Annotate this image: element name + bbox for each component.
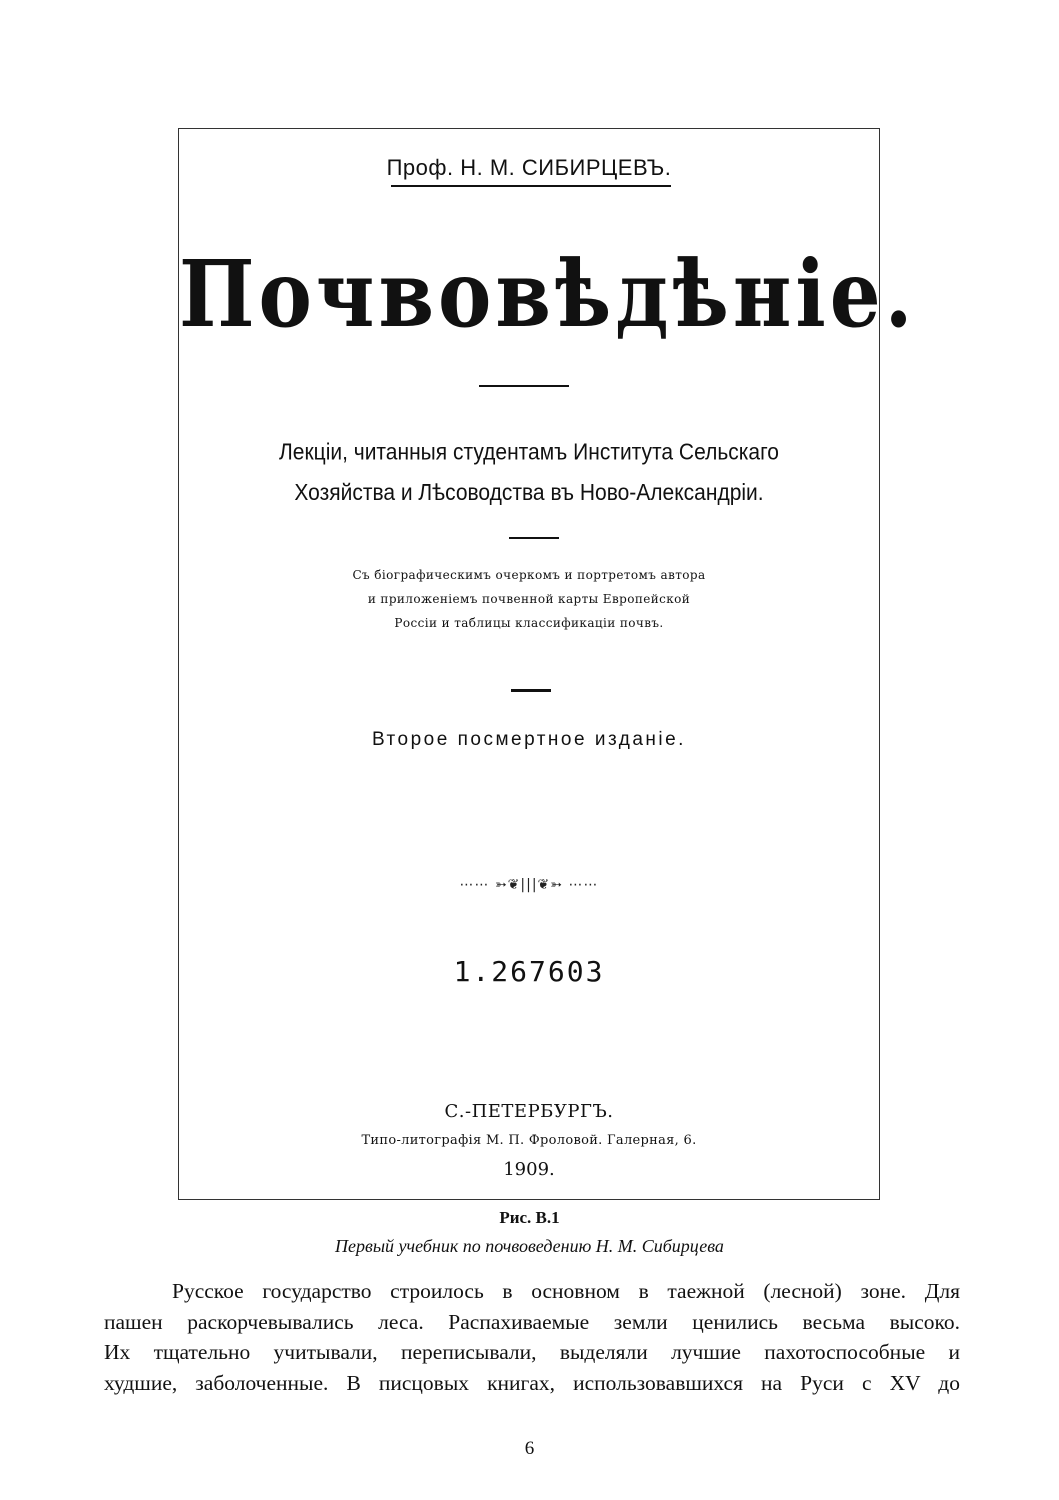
author-line: Проф. Н. М. СИБИРЦЕВЪ. [386,155,672,180]
book-subtitle [179,433,879,514]
figure-caption-label: Рис. В.1 [499,1208,560,1227]
divider-rule [509,537,559,539]
note-line: Россіи и таблицы классификаціи почвъ. [394,616,664,630]
publication-year: 1909. [503,1159,555,1180]
subtitle-line: Хозяйства и Лѣсоводства въ Ново-Александріи. [294,479,764,506]
figure-caption-text: Первый учебник по почвоведению Н. М. Сибирцева [335,1236,724,1256]
subtitle-line: Лекціи, читанныя студентамъ Института Сельскаго [279,439,779,466]
publication-city: С.-ПЕТЕРБУРГЪ. [444,1101,614,1122]
book-title: Почвовѣдѣніе. [179,239,917,349]
printer-line: Типо-литографія М. П. Фроловой. Галерная, 6. [361,1133,697,1148]
paragraph-line: пашен раскорчевывались леса. Распахиваемые земли ценились весьма высоко. [104,1309,960,1334]
author-underline [391,185,671,187]
ornament-divider: ⋯⋯ ➳❦|||❦➳ ⋯⋯ [459,877,599,893]
paragraph-line: Русское государство строилось в основном в таежной (лесной) зоне. Для [172,1279,960,1303]
note-line: Съ біографическимъ очеркомъ и портретомъ автора [352,568,706,582]
note-line: и приложеніемъ почвенной карты Европейской [367,592,691,606]
paragraph-line: худшие, заболоченные. В писцовых книгах, использовавшихся на Руси с XV до [104,1370,960,1395]
paragraph-line: Их тщательно учитывали, переписывали, выделяли лучшие пахотоспособные и [104,1340,960,1364]
figure-title-page [178,128,917,1200]
page-number: 6 [524,1438,535,1459]
book-note [179,563,879,635]
edition-line: Второе посмертное изданіе. [372,729,686,750]
library-stamp: 1.267603 [453,955,605,988]
body-paragraph [104,1276,960,1398]
divider-rule [511,689,551,692]
divider-rule [479,385,569,387]
